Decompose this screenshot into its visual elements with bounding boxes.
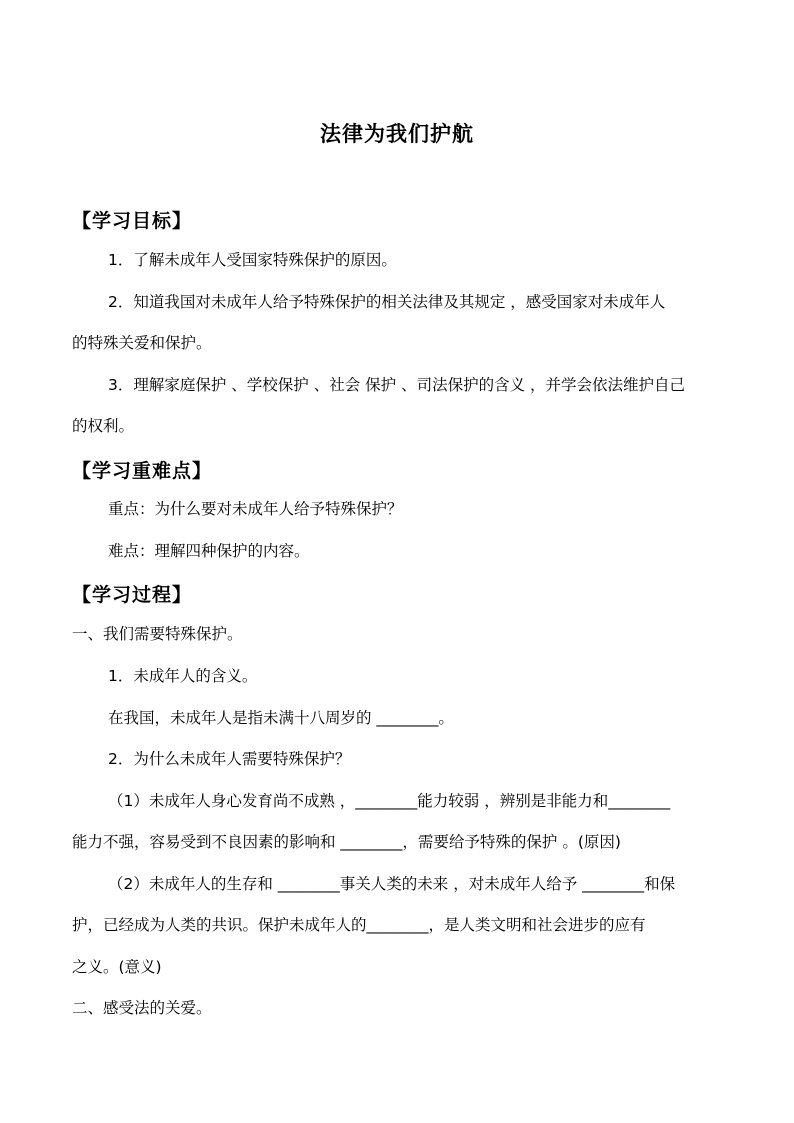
- page-title: 法律为我们护航: [320, 122, 474, 146]
- goal-item-2-line-1: 2．知道我国对未成年人给予特殊保护的相关法律及其规定 ，感受国家对未成年人: [108, 293, 666, 311]
- process-item-2-sub-2-line-1: （2）未成年人的生存和 ________事关人类的未来 ，对未成年人给予 ________和保: [108, 875, 676, 893]
- goal-item-1: 1．了解未成年人受国家特殊保护的原因。: [108, 251, 397, 269]
- process-part-2: 二、感受法的关爱。: [72, 999, 212, 1017]
- process-item-2-sub-1-line-1: （1）未成年人身心发育尚不成熟 ，________能力较弱 ，辨别是非能力和________: [108, 792, 671, 810]
- process-item-1-text: 在我国，未成年人是指未满十八周岁的 ________。: [108, 709, 454, 727]
- process-item-2-sub-2-line-2: 护，已经成为人类的共识。保护未成年人的________，是人类文明和社会进步的应有: [72, 916, 646, 934]
- process-item-1: 1．未成年人的含义。: [108, 667, 258, 685]
- key-point-difficulty: 难点：理解四种保护的内容。: [108, 542, 310, 560]
- goals-heading: 【学习目标】: [72, 210, 193, 232]
- process-item-2-sub-2-line-3: 之义。(意义): [72, 958, 162, 976]
- key-point-focus: 重点：为什么要对未成年人给予特殊保护？: [108, 500, 403, 518]
- process-item-2: 2．为什么未成年人需要特殊保护？: [108, 750, 351, 768]
- process-part-1: 一、我们需要特殊保护。: [72, 625, 243, 643]
- process-item-2-sub-1-line-2: 能力不强，容易受到不良因素的影响和 ________，需要给予特殊的保护 。(原因): [72, 833, 621, 851]
- goal-item-2-line-2: 的特殊关爱和保护。: [72, 334, 212, 352]
- process-heading: 【学习过程】: [72, 584, 193, 606]
- goal-item-3-line-1: 3．理解家庭保护 、学校保护 、社会 保护 、司法保护的含义 ，并学会依法维护自己: [108, 376, 685, 394]
- goal-item-3-line-2: 的权利。: [72, 417, 135, 435]
- key-points-heading: 【学习重难点】: [72, 460, 213, 482]
